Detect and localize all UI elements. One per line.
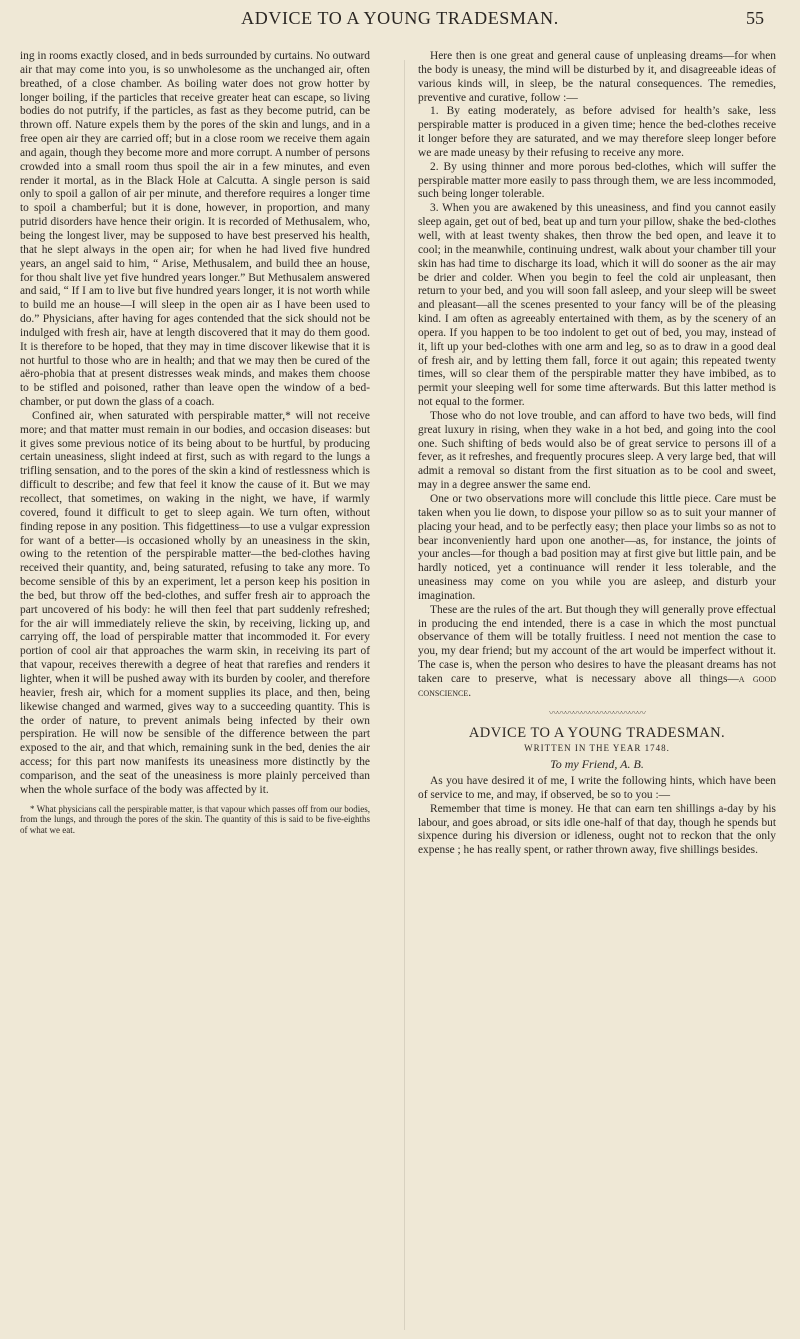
running-head [0, 6, 800, 36]
paragraph: Confined air, when saturated with perspirable matter,* will not receive more; and that matter must remain in our bodies, and occasion diseases: but it gives some previous notice of its being about to be hurtful, by producing certain uneasiness, slight indeed at first, such as with regard to the lungs a trifling sensation, and to the pores of the skin a kind of restlessness which is difficult to describe; and few that feel it know the cause of it. But we may recollect, that sometimes, on waking in the night, we have, if warmly covered, found it difficult to get to sleep again. We turn often, without finding repose in any position. This fidgettiness—to use a vulgar expression for want of a better—is occasioned wholly by an uneasiness in the skin, owing to the retention of the perspirable matter—the bed-clothes having received their quantity, and, being saturated, refusing to take any more. To become sensible of this by an experiment, let a person keep his position in the bed, but throw off the bed-clothes, and suffer fresh air to approach the part uncovered of his body: he will then feel that part suddenly refreshed; for the air will immediately relieve the skin, by receiving, licking up, and carrying off, the load of perspirable matter that incommoded it. For every portion of cool air that approaches the warm skin, in receiving its part of that vapour, receives therewith a degree of heat that rarefies and renders it lighter, when it will be pushed away with its burden by cooler, and therefore heavier, fresh air, which for a moment supplies its place, and then, being likewise changed and warmed, gives way to a succeeding quantity. This is the order of nature, to prevent animals being infected by their own perspiration. He will now be sensible of the difference between the part exposed to the air, and that which, remaining sunk in the bed, denies the air access; for this part now manifests its uneasiness more distinctly by the comparison, and the seat of the uneasiness is more plainly perceived than when the whole surface of the body was affected by it. [20, 409, 370, 796]
salutation: To my Friend, A. B. [550, 757, 644, 772]
right-column [418, 50, 776, 858]
paragraph: Remember that time is money. He that can earn ten shillings a-day by his labour, and goes abroad, or sits idle one-half of that day, though he spends but sixpence during his diversion or idleness, ought not to reckon that the only expense ; he has really spent, or rather thrown away, five shillings besides. [418, 802, 776, 857]
section-title: ADVICE TO A YOUNG TRADESMAN. [468, 724, 726, 741]
column-gutter [404, 60, 405, 1330]
paragraph: Here then is one great and general cause of unpleasing dreams—for when the body is uneasy, the mind will be disturbed by it, and disagreeable ideas of various kinds will, in sleep, be the natural consequences. The remedies, preventive and curative, follow :— [418, 50, 776, 104]
paragraph: As you have desired it of me, I write the following hints, which have been of service to me, and may, if observed, be so to you :— [418, 775, 776, 801]
page-number: 55 [746, 8, 764, 28]
running-title: ADVICE TO A YOUNG TRADESMAN. [241, 8, 559, 28]
paragraph: Those who do not love trouble, and can afford to have two beds, will find great luxury in rising, when they wake in a hot bed, and going into the cool one. Such shifting of beds would also be of great service to persons ill of a fever, as it refreshes, and frequently procures sleep. A very large bed, that will admit a removal so distant from the first situation as to be cool and sweet, may in a degree answer the same end. [418, 409, 776, 492]
closing-small-caps: a good conscience. [418, 672, 777, 699]
footnote: * What physicians call the perspirable matter, is that vapour which passes off from our bodies, from the lungs, and through the pores of the skin. The quantity of this is said to be five-eighths of what we eat. [20, 803, 370, 835]
paragraph: One or two observations more will conclude this little piece. Care must be taken when you lie down, to dispose your pillow so as to suit your manner of placing your head, and to be perfectly easy; then place your limbs so as not to bear inconveniently hard upon one another—as, for instance, the joints of your ancles—for though a bad position may at first give but little pain, and be hardly noticed, yet a continuance will render it less tolerable, and the uneasiness may come on you while you are asleep, and disturb your imagination. [418, 493, 776, 602]
remedy-item: 1. By eating moderately, as before advised for health’s sake, less perspirable matter is produced in a given time; hence the bed-clothes receive it longer before they are saturated, and we may therefore sleep longer before we are made uneasy by their refusing to receive any more. [418, 105, 776, 159]
section-subtitle: WRITTEN IN THE YEAR 1748. [524, 743, 670, 754]
paragraph: ing in rooms exactly closed, and in beds surrounded by curtains. No outward air that may come into you, is so unwholesome as the unchanged air, often breathed, of a close chamber. As boiling water does not grow hotter by longer boiling, if the particles that receive greater heat can escape, so living bodies do not putrify, if the particles, as fast as they become putrid, can be thrown off. Nature expels them by the pores of the skin and lungs, and in a free open air they are carried off; but in a close room we receive them again and again, though they become more and more corrupt. A number of persons crowded into a small room thus spoil the air in a few minutes, and even render it mortal, as in the Black Hole at Calcutta. A single person is said only to spoil a gallon of air per minute, and therefore requires a longer time to spoil a chamberful; but it is done, however, in proportion, and many putrid disorders have hence their origin. It is recorded of Methusalem, who, being the longest liver, may be supposed to have best preserved his health, that he slept always in the open air; for when he had lived five hundred years, an angel said to him, “ Arise, Methusalem, and build thee an house, for thou shalt live yet five hundred years longer.” But Methusalem answered and said, “ If I am to live but five hundred years longer, it is not worth while to build me an house—I will sleep in the open air as I have been used to do.” Physicians, after having for ages contended that the sick should not be indulged with fresh air, have at length discovered that it may do them good. It is therefore to be hoped, that they may in time discover likewise that it is not hurtful to those who are in health; and that we may then be cured of the aëro-phobia that at present distresses weak minds, and makes them choose to be stifled and poisoned, rather than leave open the window of a bed-chamber, or put down the glass of a coach. [20, 50, 370, 409]
paragraph-text: These are the rules of the art. But though they will generally prove effectual in producing the end intended, there is a case in which the most punctual observance of them will be totally fruitless. I need not mention the case to you, my dear friend; but my account of the art would be imperfect without it. The case is, when the person who desires to have the pleasant dreams has not taken care to preserve, what is necessary above all things— [418, 603, 776, 685]
remedy-item: 3. When you are awakened by this uneasiness, and find you cannot easily sleep again, get out of bed, beat up and turn your pillow, shake the bed-clothes well, with at least twenty shakes, then throw the bed open, and leave it to cool; in the meanwhile, continuing undrest, walk about your chamber till your skin has had time to discharge its load, which it will do sooner as the air may be drier and colder. When you begin to feel the cold air unpleasant, then return to your bed, and you will soon fall asleep, and your sleep will be sweet and pleasant—all the scenes presented to your fancy will be of the pleasing kind. I am often as agreeably entertained with them, as by the scenery of an opera. If you happen to be too indolent to get out of bed, you may, instead of it, lift up your bed-clothes with one arm and leg, so as to draw in a good deal of fresh air, and by letting them fall, force it out again; this repeated twenty times, will so clear them of the perspirable matter they have imbibed, as to permit your sleeping well for some time afterwards. But this latter method is not equal to the former. [418, 202, 776, 409]
remedy-item: 2. By using thinner and more porous bed-clothes, which will suffer the perspirable matter more easily to pass through them, we are less incommoded, such being longer tolerable. [418, 160, 776, 201]
left-column [20, 50, 370, 835]
section-divider: 〰〰〰〰〰〰〰〰〰〰〰〰 [548, 707, 645, 718]
paragraph [418, 604, 776, 701]
